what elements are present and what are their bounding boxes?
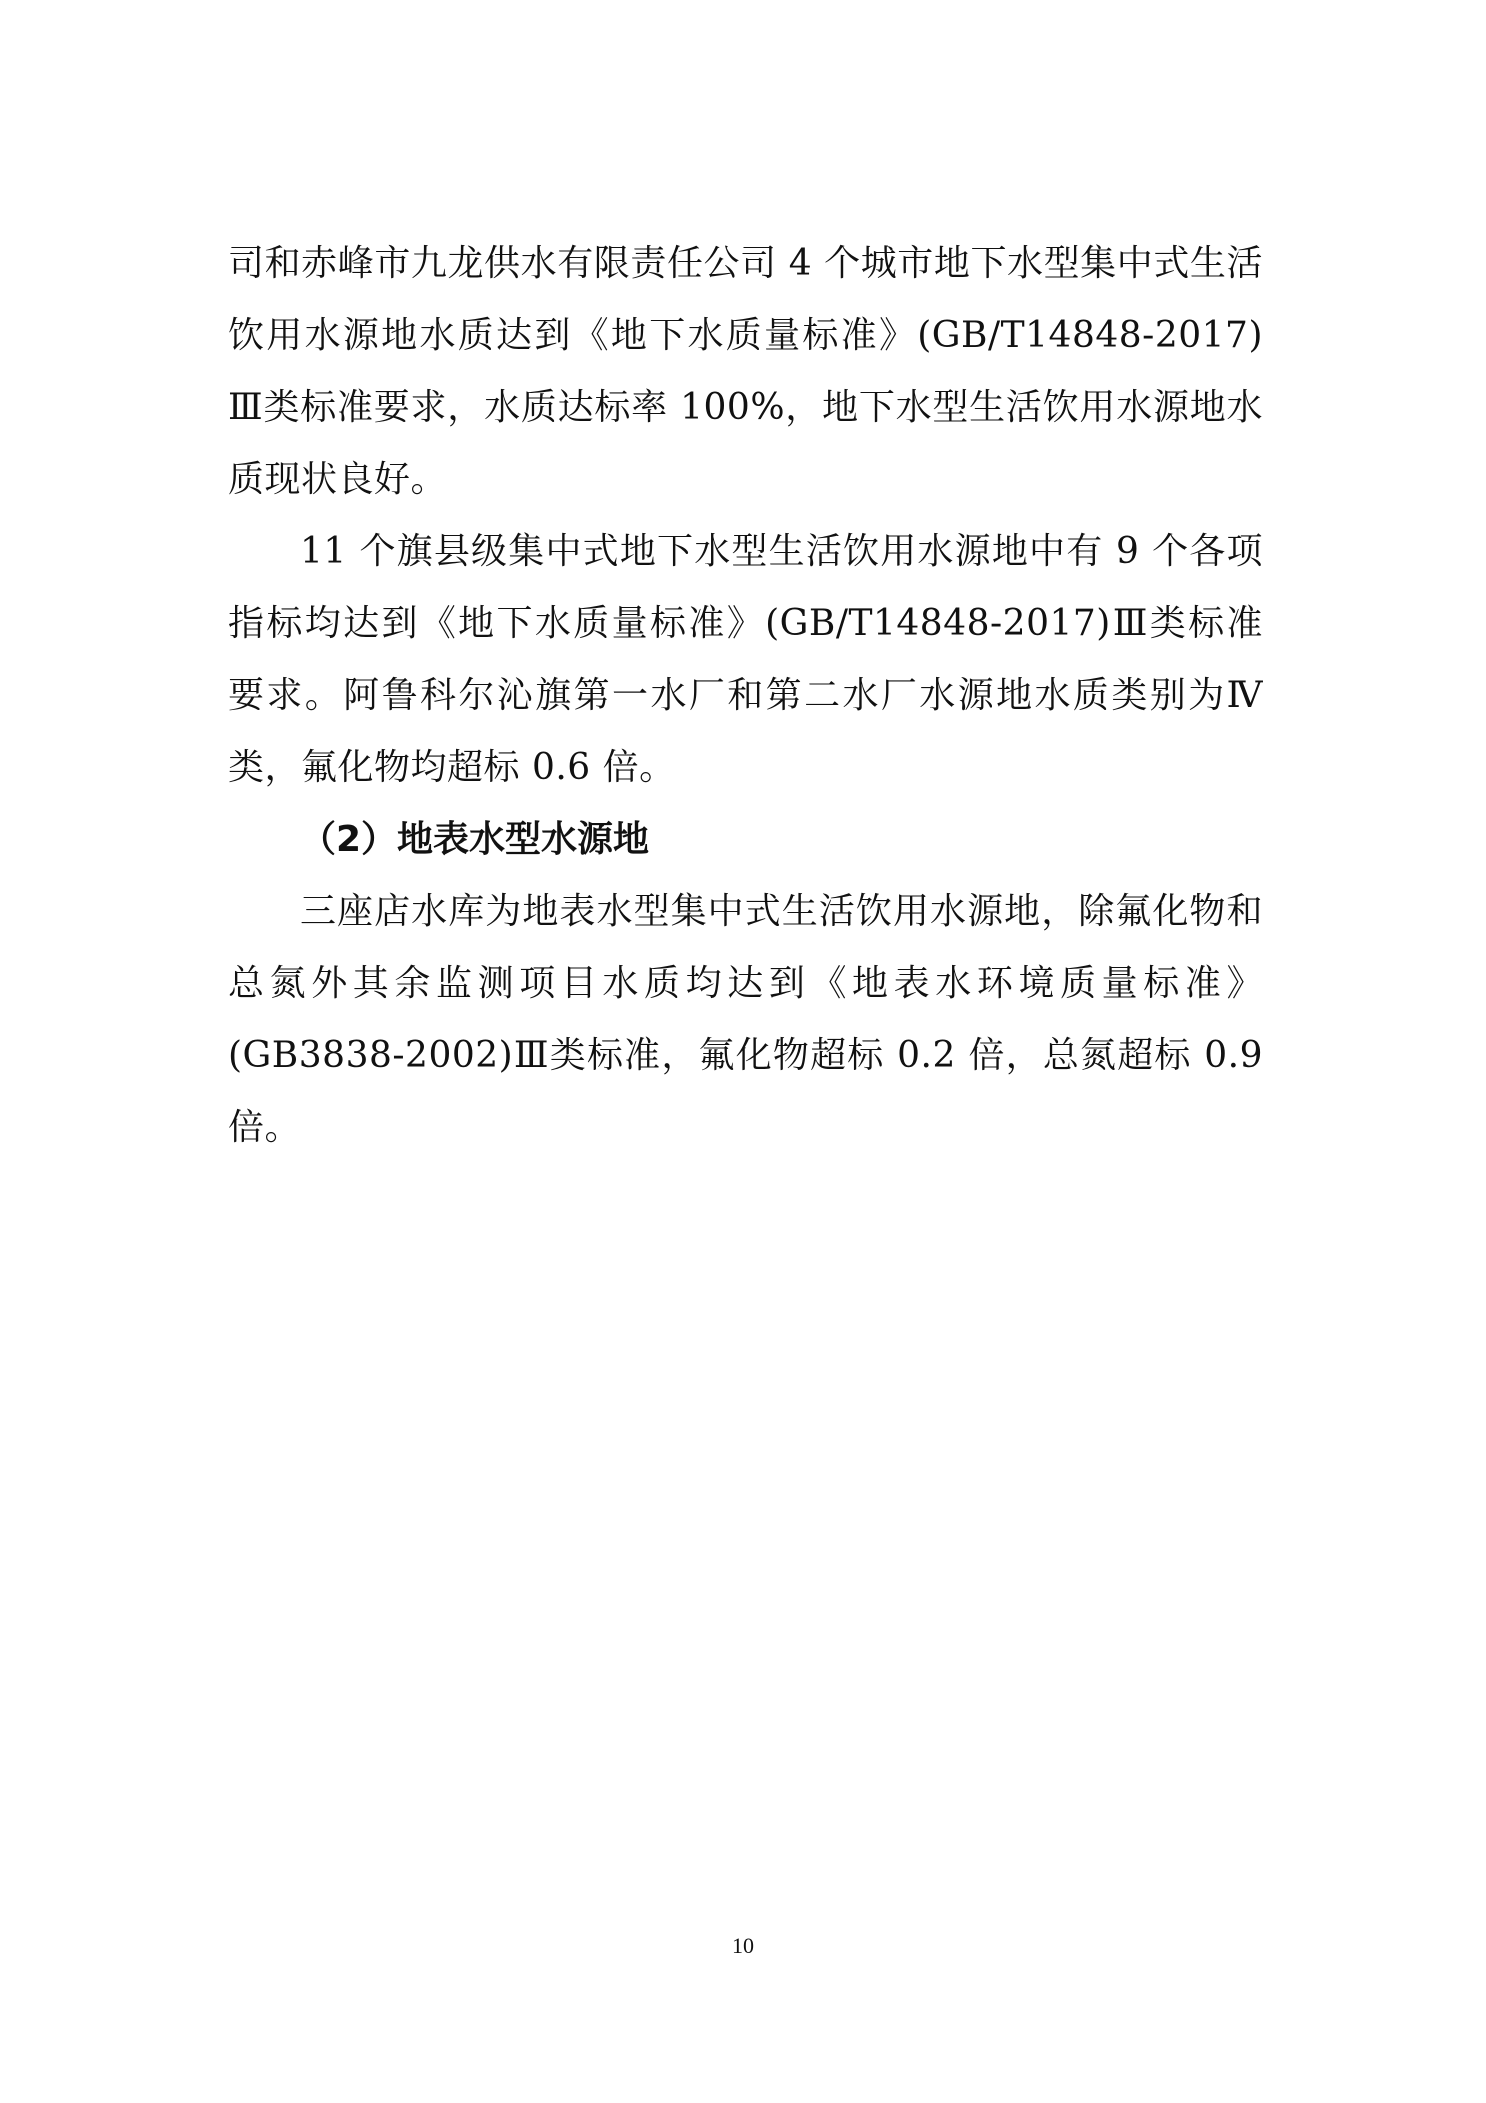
document-body: [228, 228, 1263, 1164]
paragraph-county-groundwater: 11 个旗县级集中式地下水型生活饮用水源地中有 9 个各项指标均达到《地下水质量标准》(GB/T14848-2017)Ⅲ类标准要求。阿鲁科尔沁旗第一水厂和第二水厂水源地水质类别为Ⅳ类，氟化物均超标 0.6 倍。: [228, 531, 1263, 788]
paragraph-urban-groundwater: 司和赤峰市九龙供水有限责任公司 4 个城市地下水型集中式生活饮用水源地水质达到《地下水质量标准》(GB/T14848-2017) Ⅲ类标准要求，水质达标率 100%，地下水型生活饮用水源地水质现状良好。: [228, 243, 1263, 500]
section-heading-surface-water: （2）地表水型水源地: [300, 819, 650, 860]
page-number: 10: [732, 1933, 754, 1958]
paragraph-surface-water: 三座店水库为地表水型集中式生活饮用水源地，除氟化物和总氮外其余监测项目水质均达到《地表水环境质量标准》(GB3838-2002)Ⅲ类标准，氟化物超标 0.2 倍，总氮超标 0.9 倍。: [228, 891, 1263, 1148]
